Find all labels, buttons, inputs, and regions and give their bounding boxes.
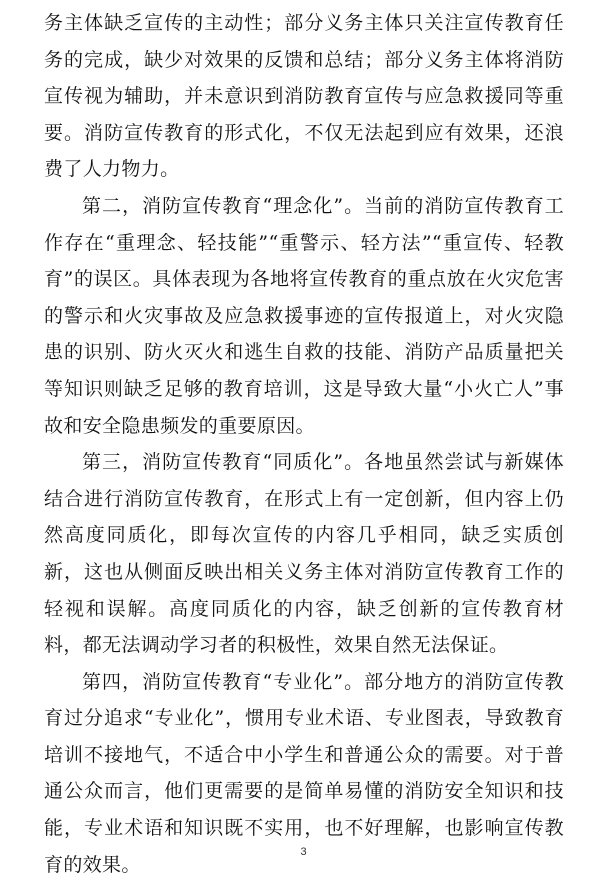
- body-text: [44, 5, 564, 883]
- page-number: 3: [300, 846, 307, 858]
- paragraph-continued: 务主体缺乏宣传的主动性；部分义务主体只关注宣传教育任务的完成，缺少对效果的反馈和总结；部分义务主体将消防宣传视为辅助，并未意识到消防教育宣传与应急救援同等重要。消防宣传教育的形式化，不仅无法起到应有效果，还浪费了人力物力。: [44, 12, 564, 181]
- paragraph-fourth-point: 第四，消防宣传教育“专业化”。部分地方的消防宣传教育过分追求“专业化”，惯用专业术语、专业图表，导致教育培训不接地气，不适合中小学生和普通公众的需要。对于普通公众而言，他们更需要的是简单易懂的消防安全知识和技能，专业术语和知识既不实用，也不好理解，也影响宣传教育的效果。: [44, 670, 564, 876]
- paragraph-second-point: 第二，消防宣传教育“理念化”。当前的消防宣传教育工作存在“重理念、轻技能”“重警示、轻方法”“重宣传、轻教育”的误区。具体表现为各地将宣传教育的重点放在火灾危害的警示和火灾事故及应急救援事迹的宣传报道上，对火灾隐患的识别、防火灭火和逃生自救的技能、消防产品质量把关等知识则缺乏足够的教育培训，这是导致大量“小火亡人”事故和安全隐患频发的重要原因。: [44, 194, 564, 437]
- paragraph-third-point: 第三，消防宣传教育“同质化”。各地虽然尝试与新媒体结合进行消防宣传教育，在形式上有一定创新，但内容上仍然高度同质化，即每次宣传的内容几乎相同，缺乏实质创新，这也从侧面反映出相关义务主体对消防宣传教育工作的轻视和误解。高度同质化的内容，缺乏创新的宣传教育材料，都无法调动学习者的积极性，效果自然无法保证。: [44, 451, 564, 657]
